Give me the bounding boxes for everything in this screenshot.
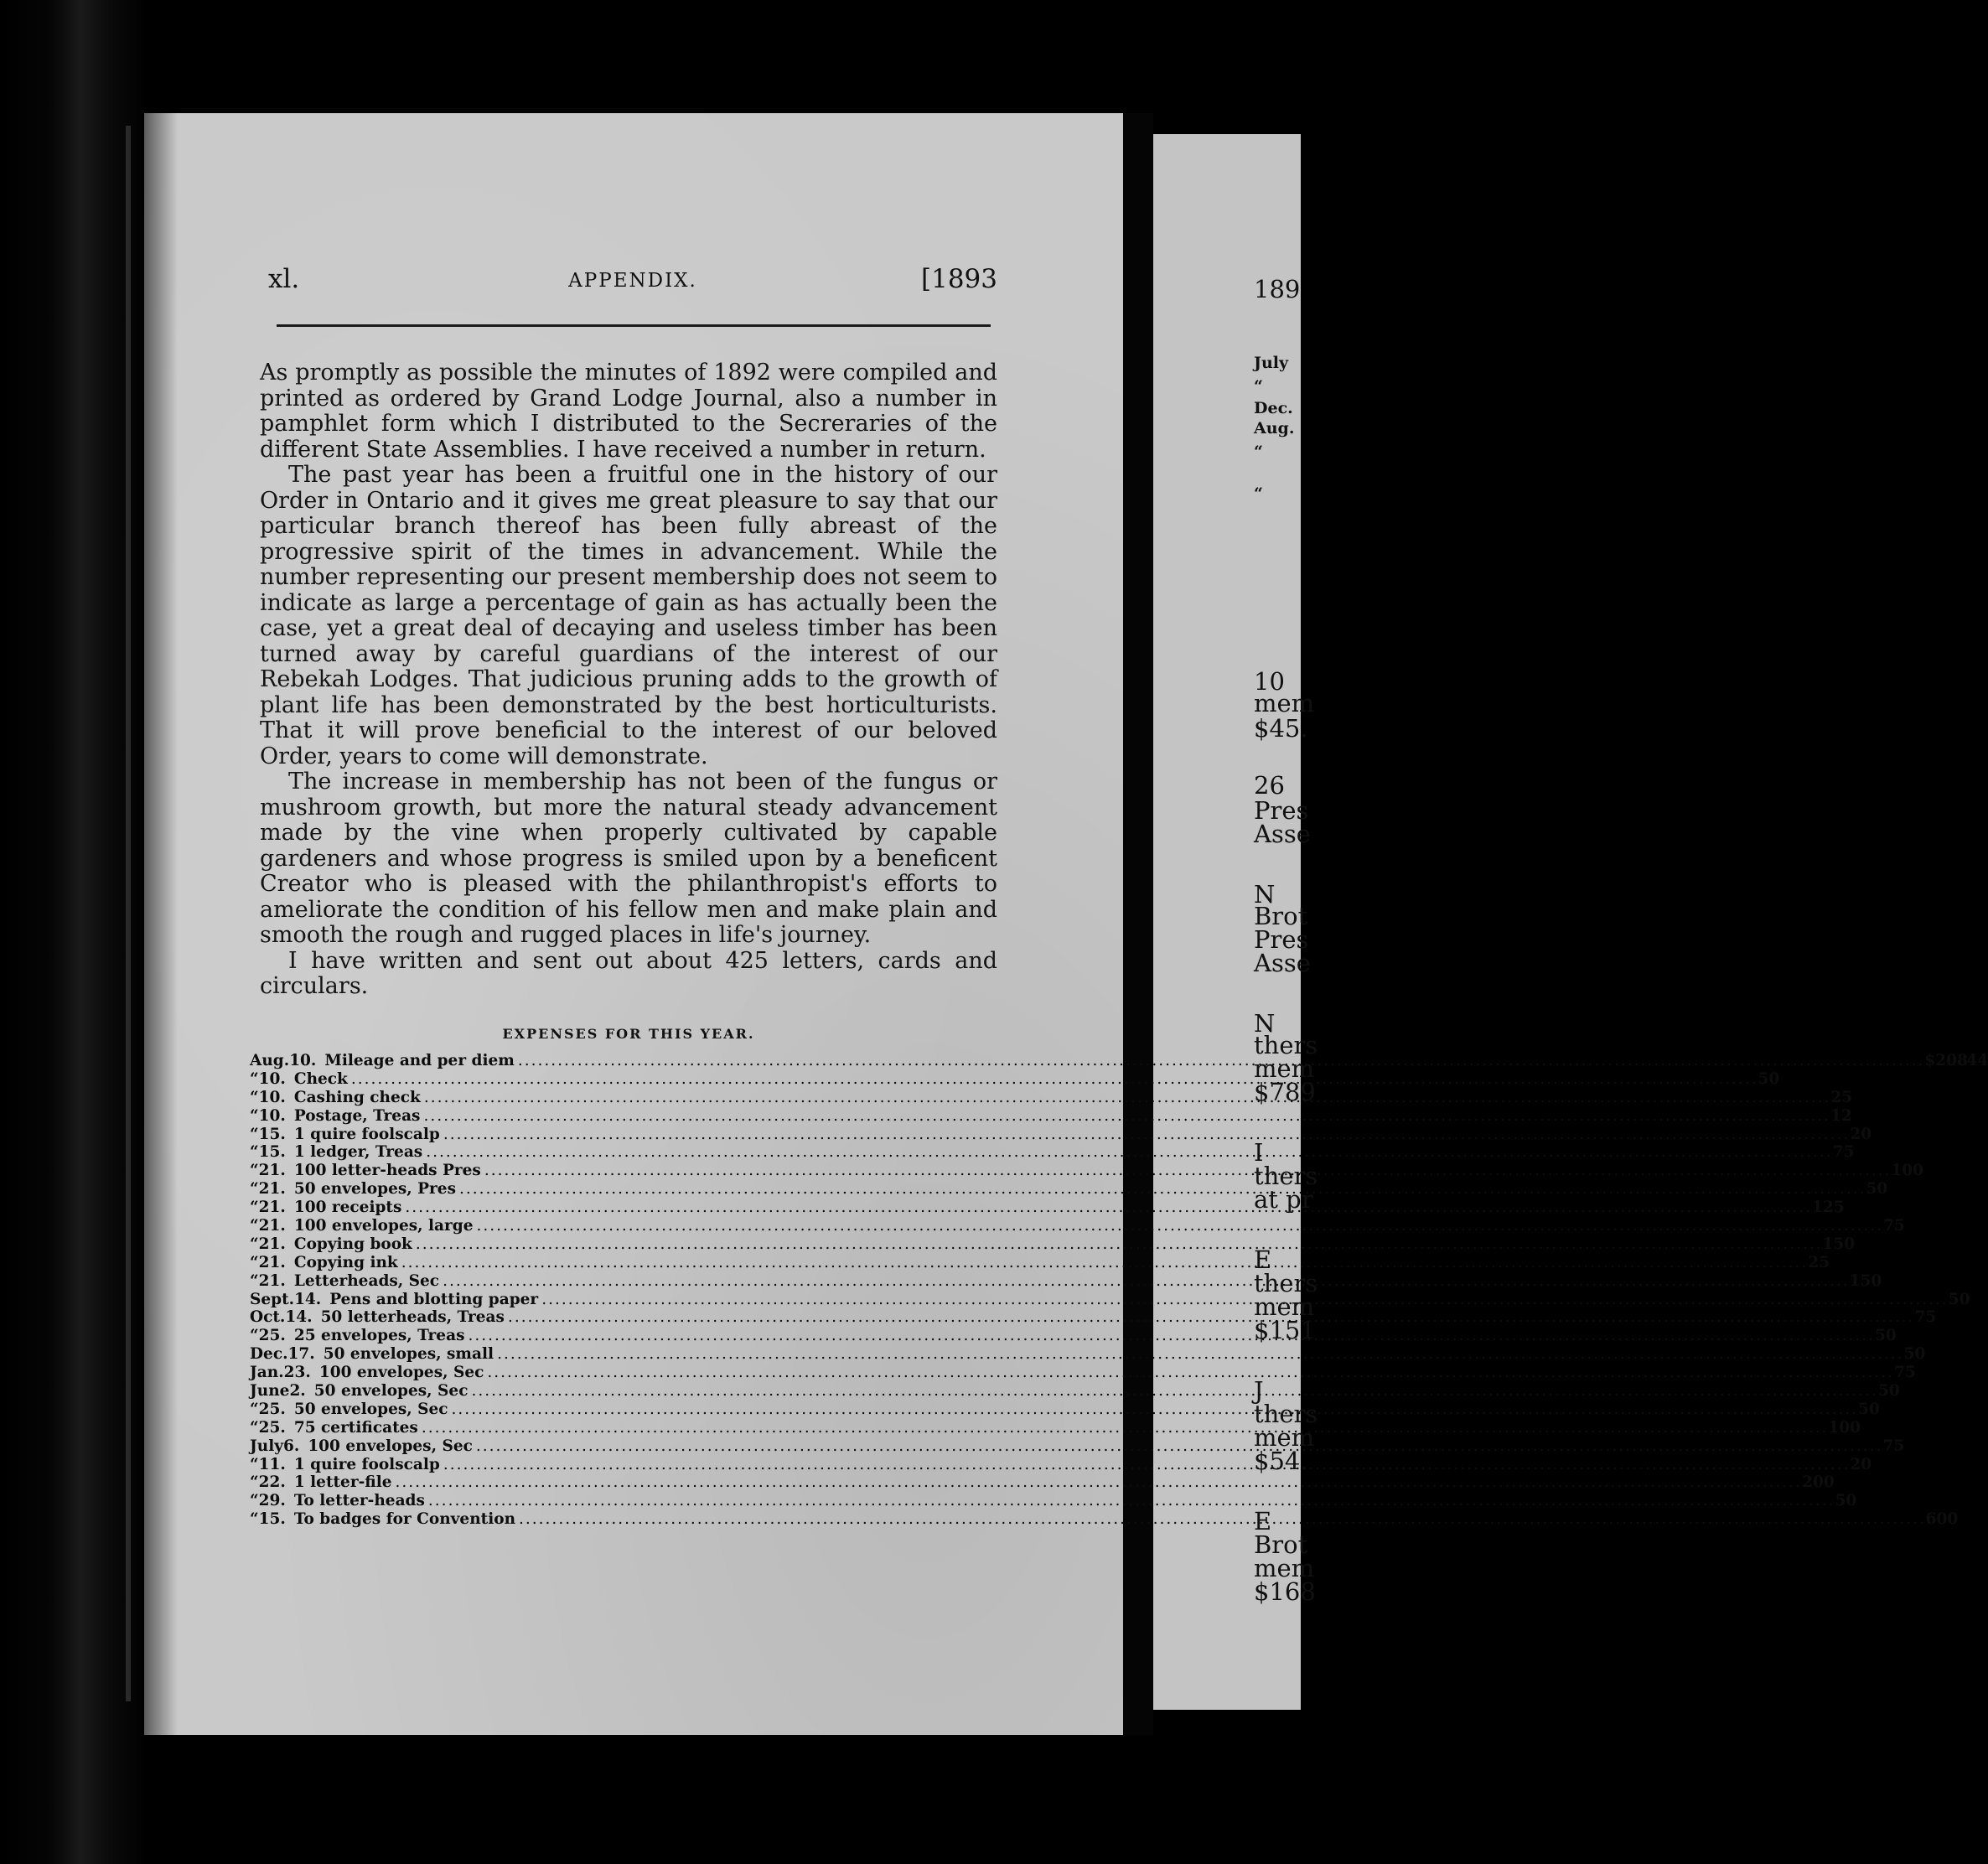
- ledger-item: [299, 1437, 1882, 1456]
- ledger-day: 25.: [258, 1400, 286, 1418]
- spine-edge: [126, 126, 131, 1701]
- ledger-item: [313, 1308, 1915, 1327]
- ledger-cents: 50: [1948, 1290, 1970, 1308]
- ledger-item-text: 50 envelopes, small: [323, 1345, 494, 1364]
- ledger-day: 2.: [289, 1382, 306, 1401]
- leader-dots: [426, 1143, 1833, 1162]
- ledger-item-text: Mileage and per diem: [324, 1052, 515, 1069]
- ledger-item-text: Letterheads, Sec: [293, 1271, 440, 1290]
- ledger-cents: 75: [1883, 1217, 1905, 1235]
- ledger-row: [250, 1473, 1835, 1492]
- leader-dots: [405, 1199, 1812, 1217]
- ledger-day: 23.: [283, 1364, 311, 1382]
- leader-dots: [351, 1070, 1758, 1089]
- ledger-dollars: $208: [1924, 1052, 1968, 1069]
- ledger-item-text: To letter-heads: [293, 1492, 425, 1510]
- ledger-month: “: [250, 1217, 259, 1235]
- next-page-text: N: [1254, 880, 1276, 909]
- next-page-text: Brot: [1254, 1530, 1308, 1559]
- leader-dots: [443, 1272, 1850, 1291]
- ledger-day: 21.: [258, 1271, 286, 1290]
- ledger-cents: 25: [1808, 1253, 1830, 1271]
- ledger-item: [321, 1291, 1949, 1309]
- page-header: [268, 264, 997, 306]
- leader-dots: [508, 1308, 1915, 1327]
- ledger-item: [286, 1235, 1823, 1254]
- leader-dots: [459, 1180, 1866, 1199]
- ledger-item: [286, 1254, 1808, 1272]
- leader-dots: [424, 1089, 1831, 1107]
- leader-dots: [518, 1052, 1925, 1070]
- ledger-dollars: 1: [1811, 1199, 1823, 1217]
- ledger-item-text: 50 letterheads, Treas: [320, 1308, 505, 1327]
- next-page-text: 189: [1254, 275, 1301, 303]
- leader-dots: [401, 1254, 1809, 1272]
- ledger-cents: 50: [1758, 1069, 1780, 1088]
- ledger-item: [286, 1272, 1850, 1291]
- ledger-cents: 50: [1858, 1400, 1880, 1418]
- ledger-cents: 50: [1833, 1235, 1856, 1253]
- ledger-row: [250, 1180, 1888, 1199]
- ledger-item-text: 1 letter-file: [293, 1473, 392, 1492]
- ledger-day: 10.: [258, 1069, 286, 1088]
- ledger-item: [286, 1089, 1831, 1107]
- next-page-text: mem: [1254, 1292, 1315, 1321]
- ledger-item-text: Check: [293, 1069, 348, 1088]
- ledger-month: July: [250, 1437, 283, 1455]
- ledger-item: [286, 1456, 1851, 1474]
- ledger-item-text: Copying ink: [293, 1253, 398, 1271]
- ledger-cents: 50: [1860, 1271, 1882, 1290]
- ledger-item: [315, 1345, 1904, 1364]
- ledger-item: [286, 1180, 1866, 1199]
- next-page-text: $54.: [1254, 1447, 1308, 1475]
- next-page-text: “: [1254, 443, 1263, 461]
- ledger-item-text: Pens and blotting paper: [329, 1290, 539, 1308]
- ledger-day: 6.: [282, 1437, 300, 1455]
- leader-dots: [487, 1364, 1894, 1382]
- next-page-text: E: [1254, 1507, 1272, 1535]
- ledger-item: [286, 1419, 1829, 1437]
- ledger-item-text: 50 envelopes, Pres: [293, 1180, 456, 1199]
- leader-dots: [476, 1437, 1883, 1456]
- ledger-row: [250, 1069, 1780, 1089]
- paragraph: As promptly as possible the minutes of 1892 were compiled and printed as ordered by Grand Lodge Journal, also a number in pamphlet form which I distributed to the Secreraries of the different State Assemblies. I have received a number in return.: [260, 360, 997, 463]
- ledger-cents: 20: [1850, 1125, 1872, 1143]
- next-page-text: Asse: [1254, 820, 1311, 848]
- expenses-heading: EXPENSES FOR THIS YEAR.: [502, 1026, 755, 1042]
- ledger-day: 10.: [258, 1088, 286, 1106]
- ledger-cents: 75: [1893, 1364, 1916, 1382]
- page-number: xl.: [268, 264, 300, 294]
- ledger-cents: 75: [1832, 1143, 1855, 1162]
- next-page-text: Brot: [1254, 902, 1308, 930]
- ledger-item-text: 100 receipts: [293, 1199, 402, 1217]
- running-title: APPENDIX.: [568, 270, 697, 292]
- ledger-row: [250, 1418, 1861, 1437]
- ledger-day: 14.: [285, 1308, 313, 1327]
- leader-dots: [519, 1510, 1926, 1529]
- ledger-item: [286, 1199, 1812, 1217]
- ledger-day: 14.: [294, 1290, 322, 1308]
- ledger-cents: 50: [1875, 1327, 1897, 1345]
- ledger-dollars: 1: [1891, 1162, 1903, 1180]
- page-year: [1893: [921, 264, 997, 294]
- ledger-row: [250, 1235, 1856, 1254]
- next-page-text: Dec.: [1254, 399, 1293, 417]
- paragraph: I have written and sent out about 425 letters, cards and circulars.: [260, 947, 997, 999]
- ledger-day: 21.: [258, 1253, 286, 1271]
- next-page-text: $789: [1254, 1078, 1316, 1106]
- ledger-item: [286, 1217, 1883, 1235]
- ledger-dollars: 2: [1802, 1473, 1813, 1492]
- ledger-item-text: 1 quire foolscalp: [293, 1455, 440, 1473]
- ledger-item: [316, 1052, 1924, 1070]
- ledger-cents: 50: [1903, 1345, 1926, 1364]
- ledger-day: 15.: [258, 1125, 286, 1143]
- ledger-month: “: [250, 1180, 259, 1199]
- ledger-row: [250, 1382, 1900, 1401]
- next-page-text: thers: [1254, 1269, 1318, 1297]
- ledger-day: 11.: [258, 1455, 286, 1473]
- ledger-day: 10.: [289, 1052, 317, 1069]
- ledger-item-text: 50 envelopes, Sec: [293, 1400, 448, 1418]
- ledger-month: “: [250, 1125, 259, 1143]
- ledger-day: 21.: [258, 1162, 286, 1180]
- ledger-month: “: [250, 1199, 259, 1217]
- ledger-month: “: [250, 1088, 259, 1106]
- ledger-dollars: 1: [1849, 1271, 1861, 1290]
- ledger-cents: 44: [1966, 1052, 1988, 1069]
- leader-dots: [422, 1419, 1829, 1437]
- leader-dots: [484, 1162, 1892, 1180]
- ledger-month: “: [250, 1162, 259, 1180]
- ledger-cents: 25: [1830, 1088, 1853, 1106]
- ledger-dollars: 6: [1925, 1510, 1937, 1529]
- ledger-day: 15.: [258, 1143, 286, 1162]
- ledger-item-text: 100 letter-heads Pres: [293, 1162, 481, 1180]
- ledger-item: [286, 1070, 1758, 1089]
- ledger-month: “: [250, 1418, 259, 1437]
- ledger-item-text: To badges for Convention: [293, 1510, 516, 1529]
- leader-dots: [471, 1382, 1878, 1401]
- ledger-row: [250, 1143, 1855, 1162]
- ledger-row: [250, 1308, 1937, 1327]
- ledger-item: [311, 1364, 1894, 1382]
- ledger-item-text: 100 envelopes, large: [293, 1217, 474, 1235]
- ledger-item-text: Postage, Treas: [293, 1106, 421, 1125]
- next-page-text: “: [1254, 377, 1263, 396]
- ledger-month: June: [250, 1382, 290, 1401]
- next-page-text: thers: [1254, 1400, 1318, 1428]
- ledger-cents: 12: [1830, 1106, 1852, 1125]
- ledger-item: [306, 1382, 1878, 1401]
- ledger-month: “: [250, 1271, 259, 1290]
- next-page-text: thers: [1254, 1162, 1318, 1190]
- ledger-day: 21.: [258, 1199, 286, 1217]
- ledger-item-text: 25 envelopes, Treas: [293, 1327, 465, 1345]
- ledger-item-text: 75 certificates: [293, 1418, 418, 1437]
- ledger-cents: 25: [1822, 1199, 1845, 1217]
- next-page-text: “: [1254, 484, 1263, 503]
- next-page-text: 10: [1254, 667, 1285, 696]
- ledger-month: “: [250, 1143, 259, 1162]
- ledger-month: “: [250, 1235, 259, 1253]
- ledger-month: “: [250, 1510, 259, 1529]
- ledger-row: [250, 1125, 1872, 1144]
- ledger-row: [250, 1345, 1926, 1364]
- next-page-text: $168: [1254, 1577, 1316, 1606]
- ledger-cents: 00: [1902, 1162, 1924, 1180]
- next-page-text: Aug.: [1254, 419, 1295, 438]
- ledger-item: [286, 1327, 1875, 1345]
- ledger-item: [286, 1401, 1858, 1419]
- next-page-text: E: [1254, 1245, 1272, 1274]
- leader-dots: [468, 1327, 1875, 1345]
- next-page-text: N: [1254, 1009, 1276, 1038]
- next-page-text: $151: [1254, 1316, 1316, 1344]
- page-shadow: [144, 113, 178, 1735]
- ledger-row: [250, 1364, 1916, 1382]
- ledger-day: 22.: [258, 1473, 286, 1492]
- next-page-text: mem: [1254, 689, 1315, 717]
- next-page-text: $45.: [1254, 714, 1308, 743]
- ledger-item-text: 50 envelopes, Sec: [313, 1382, 469, 1401]
- ledger-item-text: Cashing check: [293, 1088, 421, 1106]
- ledger-day: 10.: [258, 1106, 286, 1125]
- ledger-item: [286, 1162, 1892, 1180]
- ledger-cents: 50: [1878, 1382, 1900, 1401]
- ledger-day: 17.: [287, 1345, 315, 1364]
- ledger-cents: 75: [1882, 1437, 1905, 1455]
- next-page-text: J: [1254, 1376, 1264, 1405]
- ledger-cents: 00: [1812, 1473, 1835, 1492]
- ledger-day: 21.: [258, 1235, 286, 1253]
- next-page-text: mem: [1254, 1423, 1315, 1452]
- next-page-text: 26: [1254, 771, 1285, 800]
- book-spine: [0, 0, 147, 1864]
- leader-dots: [423, 1107, 1830, 1126]
- ledger-month: “: [250, 1455, 259, 1473]
- ledger-item: [286, 1510, 1926, 1529]
- leader-dots: [416, 1235, 1823, 1254]
- next-page-text: Pres: [1254, 925, 1309, 954]
- ledger-row: [250, 1492, 1857, 1510]
- ledger-month: “: [250, 1400, 259, 1418]
- ledger-item: [286, 1107, 1830, 1126]
- ledger-row: [250, 1217, 1905, 1235]
- ledger-row: [250, 1510, 1959, 1529]
- ledger-item: [286, 1126, 1851, 1144]
- paragraph: The past year has been a fruitful one in the history of our Order in Ontario and it gives me great pleasure to say that our particular branch thereof has been fully abreast of the progressive spirit of the times in advancement. While the number representing our present membership does not seem to indicate as large a percentage of gain as has actually been the case, yet a great deal of decaying and useless timber has been turned away by careful guardians of the interest of our Rebekah Lodges. That judicious pruning adds to the growth of plant life has been demonstrated by the best horticulturists. That it will prove beneficial to the interest of our beloved Order, years to come will demonstrate.: [260, 462, 997, 769]
- ledger-day: 21.: [258, 1217, 286, 1235]
- ledger-item: [286, 1143, 1833, 1162]
- ledger-day: 15.: [258, 1510, 286, 1529]
- ledger-cents: 50: [1835, 1492, 1857, 1510]
- ledger-cents: 00: [1839, 1418, 1861, 1437]
- ledger-month: “: [250, 1492, 259, 1510]
- ledger-dollars: 1: [1828, 1418, 1840, 1437]
- ledger-row: [250, 1253, 1830, 1272]
- ledger-cents: 20: [1850, 1455, 1872, 1473]
- leader-dots: [497, 1345, 1904, 1364]
- ledger-item: [286, 1492, 1835, 1510]
- ledger-item-text: Copying book: [293, 1235, 412, 1253]
- ledger-dollars: 1: [1822, 1235, 1834, 1253]
- next-page-text: July: [1254, 354, 1289, 372]
- ledger-day: 25.: [258, 1418, 286, 1437]
- leader-dots: [443, 1456, 1851, 1474]
- ledger-day: 25.: [258, 1327, 286, 1345]
- ledger-cents: 75: [1914, 1308, 1937, 1327]
- header-rule: [277, 324, 991, 327]
- next-page-text: Asse: [1254, 949, 1311, 977]
- ledger-month: “: [250, 1473, 259, 1492]
- next-page-text: I: [1254, 1138, 1264, 1167]
- next-page-text: mem: [1254, 1054, 1315, 1083]
- next-page-text: thers: [1254, 1031, 1318, 1059]
- leader-dots: [541, 1291, 1949, 1309]
- ledger-item-text: 1 quire foolscalp: [293, 1125, 440, 1143]
- ledger-day: 29.: [258, 1492, 286, 1510]
- leader-dots: [476, 1217, 1883, 1235]
- ledger-month: Oct.: [250, 1308, 286, 1327]
- ledger-month: Aug.: [250, 1052, 290, 1069]
- leader-dots: [428, 1492, 1835, 1510]
- next-page-text: at pr: [1254, 1185, 1313, 1214]
- next-page-text: mem: [1254, 1554, 1315, 1582]
- ledger-month: “: [250, 1253, 259, 1271]
- leader-dots: [396, 1473, 1803, 1492]
- ledger-month: Dec.: [250, 1345, 288, 1364]
- ledger-month: “: [250, 1327, 259, 1345]
- leader-dots: [443, 1126, 1851, 1144]
- ledger-row: [250, 1106, 1852, 1126]
- ledger-item-text: 100 envelopes, Sec: [318, 1364, 484, 1382]
- ledger-cents: 50: [1866, 1180, 1888, 1199]
- ledger-month: Jan.: [250, 1364, 284, 1382]
- ledger-cents: 00: [1936, 1510, 1959, 1529]
- next-page-text: Pres: [1254, 796, 1309, 825]
- body-text: [260, 360, 997, 1000]
- ledger-item-text: 1 ledger, Treas: [293, 1143, 423, 1162]
- ledger-day: 21.: [258, 1180, 286, 1199]
- ledger-item-text: 100 envelopes, Sec: [308, 1437, 473, 1455]
- ledger-item: [286, 1473, 1802, 1492]
- ledger-month: Sept.: [250, 1290, 295, 1308]
- ledger-month: “: [250, 1106, 259, 1125]
- leader-dots: [452, 1401, 1859, 1419]
- ledger-month: “: [250, 1069, 259, 1088]
- paragraph: The increase in membership has not been of the fungus or mushroom growth, but more the natural steady advancement made by the vine when properly cultivated by capable gardeners and whose progress is smiled upon by a beneficent Creator who is pleased with the philanthropist's efforts to ameliorate the condition of his fellow men and make plain and smooth the rough and rugged places in life's journey.: [260, 769, 997, 948]
